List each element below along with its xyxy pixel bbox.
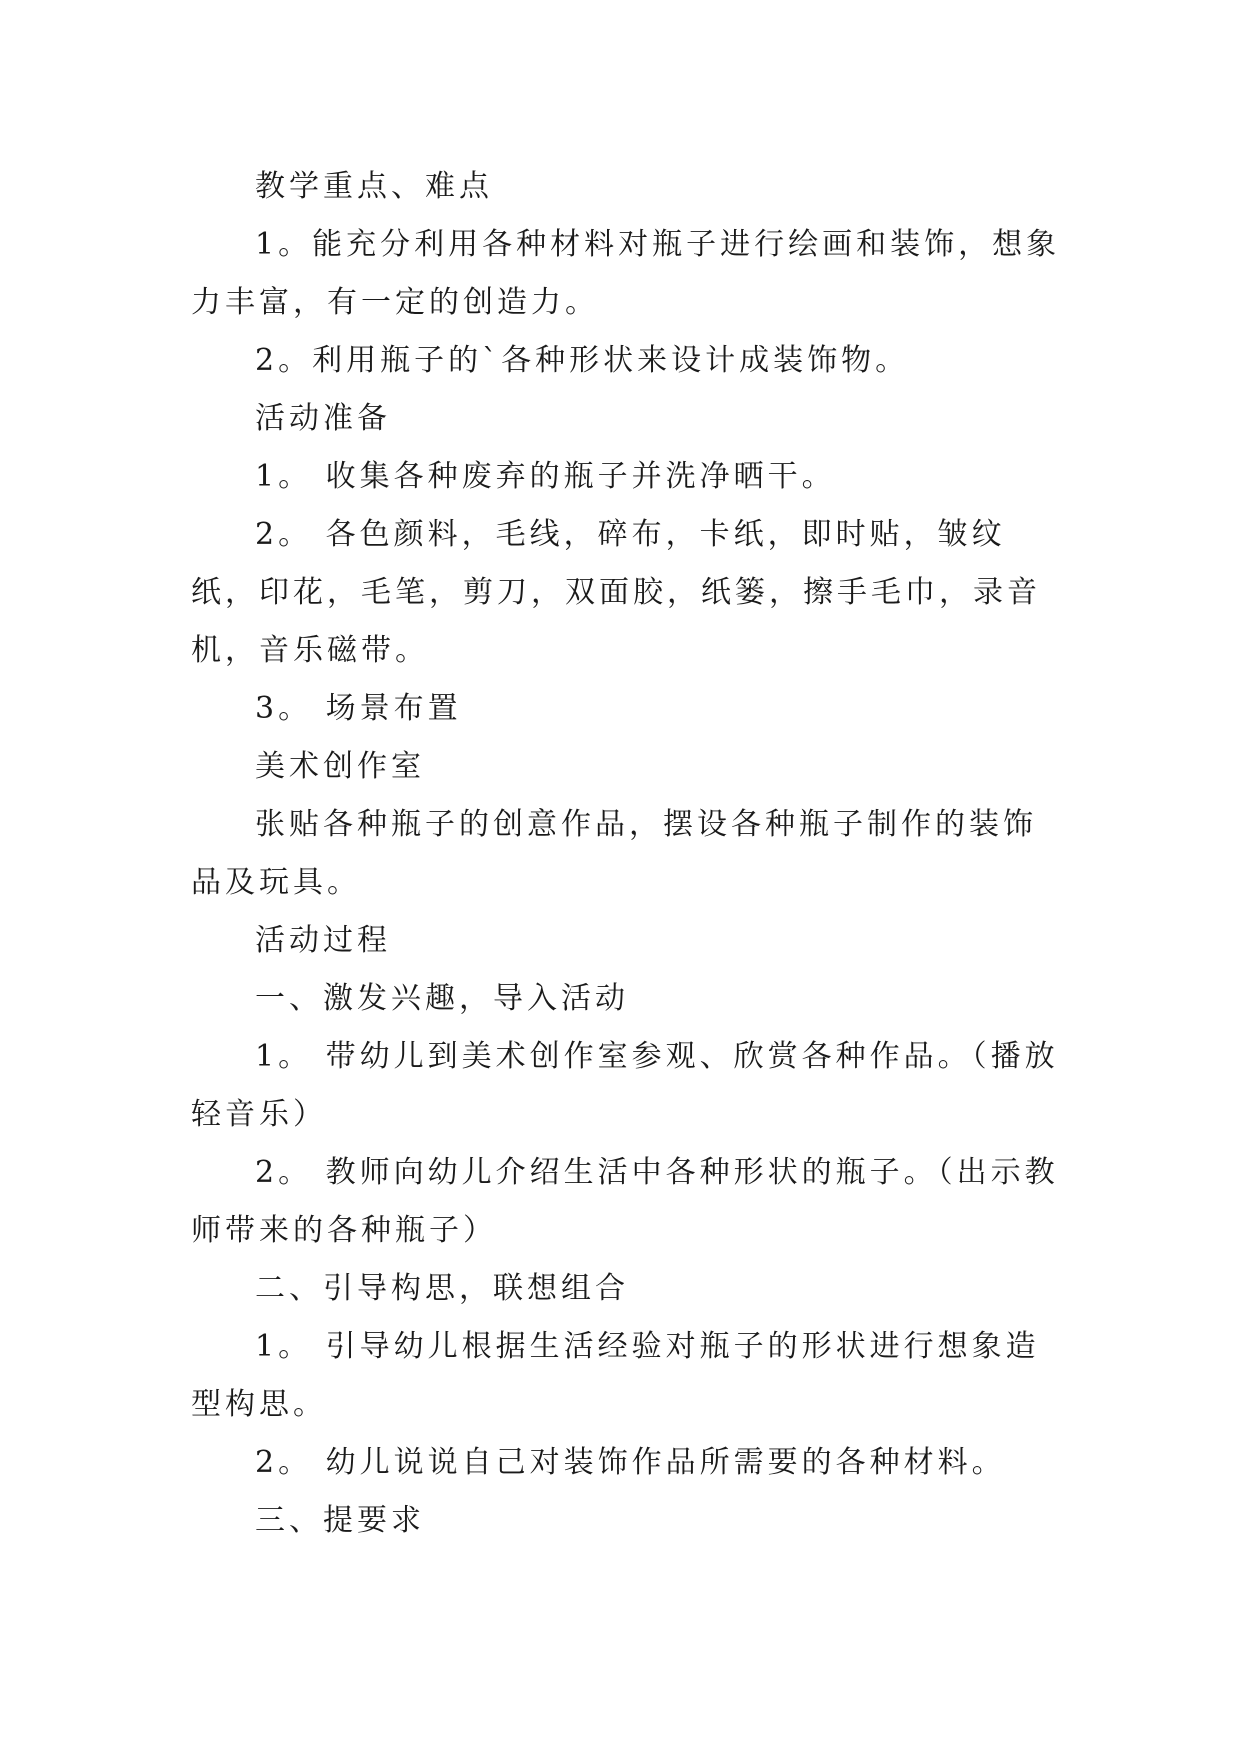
process-step-2-heading: 二、引导构思，联想组合 xyxy=(255,1271,629,1306)
subheading-art-studio: 美术创作室 xyxy=(255,749,425,784)
section-heading-preparation: 活动准备 xyxy=(255,401,391,436)
section-heading-key-points: 教学重点、难点 xyxy=(255,169,493,204)
key-point-2: 2。利用瓶子的`各种形状来设计成装饰物。 xyxy=(255,343,910,378)
preparation-item-2: 2。 各色颜料，毛线，碎布，卡纸，即时贴，皱纹纸，印花，毛笔，剪刀，双面胶，纸篓，擦手毛巾，录音机，音乐磁带。 xyxy=(191,517,1041,668)
key-point-1: 1。能充分利用各种材料对瓶子进行绘画和装饰，想象力丰富，有一定的创造力。 xyxy=(191,227,1061,320)
process-step-1-heading: 一、激发兴趣，导入活动 xyxy=(255,981,629,1016)
process-step-2-item-2: 2。 幼儿说说自己对装饰作品所需要的各种材料。 xyxy=(255,1445,1006,1480)
process-step-2-item-1: 1。 引导幼儿根据生活经验对瓶子的形状进行想象造型构思。 xyxy=(191,1329,1040,1422)
preparation-item-1: 1。 收集各种废弃的瓶子并洗净晒干。 xyxy=(255,459,836,494)
art-studio-description: 张贴各种瓶子的创意作品，摆设各种瓶子制作的装饰品及玩具。 xyxy=(191,807,1037,900)
process-step-3-heading: 三、提要求 xyxy=(255,1503,425,1538)
preparation-item-3: 3。 场景布置 xyxy=(255,691,462,726)
process-step-1-item-2: 2。 教师向幼儿介绍生活中各种形状的瓶子。（出示教师带来的各种瓶子） xyxy=(191,1155,1059,1248)
process-step-1-item-1: 1。 带幼儿到美术创作室参观、欣赏各种作品。（播放轻音乐） xyxy=(191,1039,1059,1132)
section-heading-process: 活动过程 xyxy=(255,923,391,958)
document-body xyxy=(191,158,1061,1550)
